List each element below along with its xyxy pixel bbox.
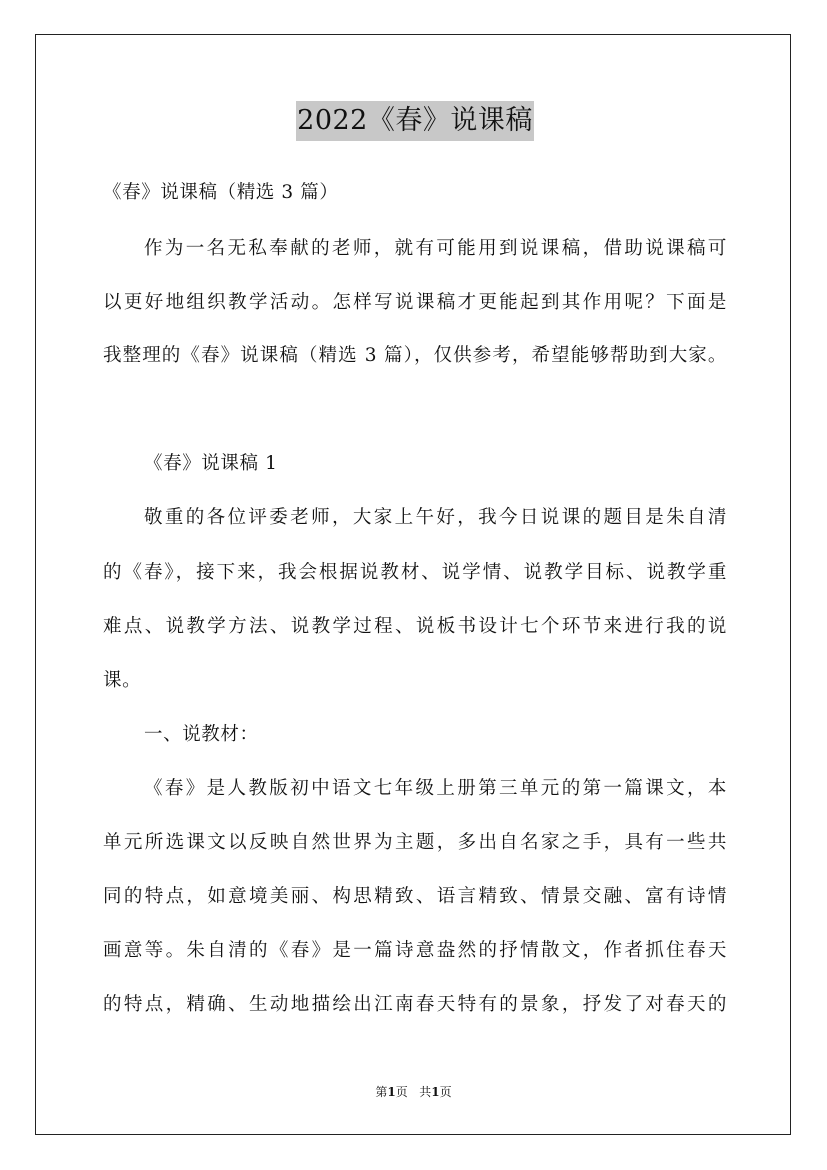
total-pages: 1 [431, 1085, 440, 1099]
document-title: 2022《春》说课稿 [296, 101, 534, 141]
page-prefix: 第 [375, 1085, 388, 1099]
section-heading: 《春》说课稿 1 [144, 453, 278, 474]
section-heading: 一、说教材： [144, 724, 259, 745]
page-number: 1 [387, 1085, 396, 1099]
paragraph-line: 单元所选课文以反映自然世界为主题，多出自名家之手，具有一些共 [103, 832, 727, 853]
paragraph-line: 的《春》，接下来，我会根据说教材、说学情、说教学目标、说教学重 [103, 562, 727, 583]
paragraph-line: 难点、说教学方法、说教学过程、说板书设计七个环节来进行我的说 [103, 616, 727, 637]
paragraph-line: 以更好地组织教学活动。怎样写说课稿才更能起到其作用呢？下面是 [103, 292, 727, 313]
page-footer [0, 1083, 827, 1100]
paragraph-line: 课。 [103, 670, 142, 691]
paragraph-line: 的特点，精确、生动地描绘出江南春天特有的景象，抒发了对春天的 [103, 994, 727, 1015]
paragraph-line: 敬重的各位评委老师，大家上午好，我今日说课的题目是朱自清 [144, 507, 727, 528]
title-wrap [103, 101, 727, 141]
total-prefix: 共 [419, 1085, 432, 1099]
paragraph-line: 同的特点，如意境美丽、构思精致、语言精致、情景交融、富有诗情 [103, 886, 727, 907]
paragraph-line: 作为一名无私奉献的老师，就有可能用到说课稿，借助说课稿可 [144, 238, 727, 259]
paragraph-line: 《春》是人教版初中语文七年级上册第三单元的第一篇课文，本 [144, 778, 727, 799]
page-suffix: 页 [395, 1085, 408, 1099]
total-suffix: 页 [439, 1085, 452, 1099]
paragraph-line: 画意等。朱自清的《春》是一篇诗意盎然的抒情散文，作者抓住春天 [103, 940, 727, 961]
paragraph-line: 我整理的《春》说课稿（精选 3 篇），仅供参考，希望能够帮助到大家。 [103, 345, 727, 366]
subtitle: 《春》说课稿（精选 3 篇） [103, 182, 339, 203]
